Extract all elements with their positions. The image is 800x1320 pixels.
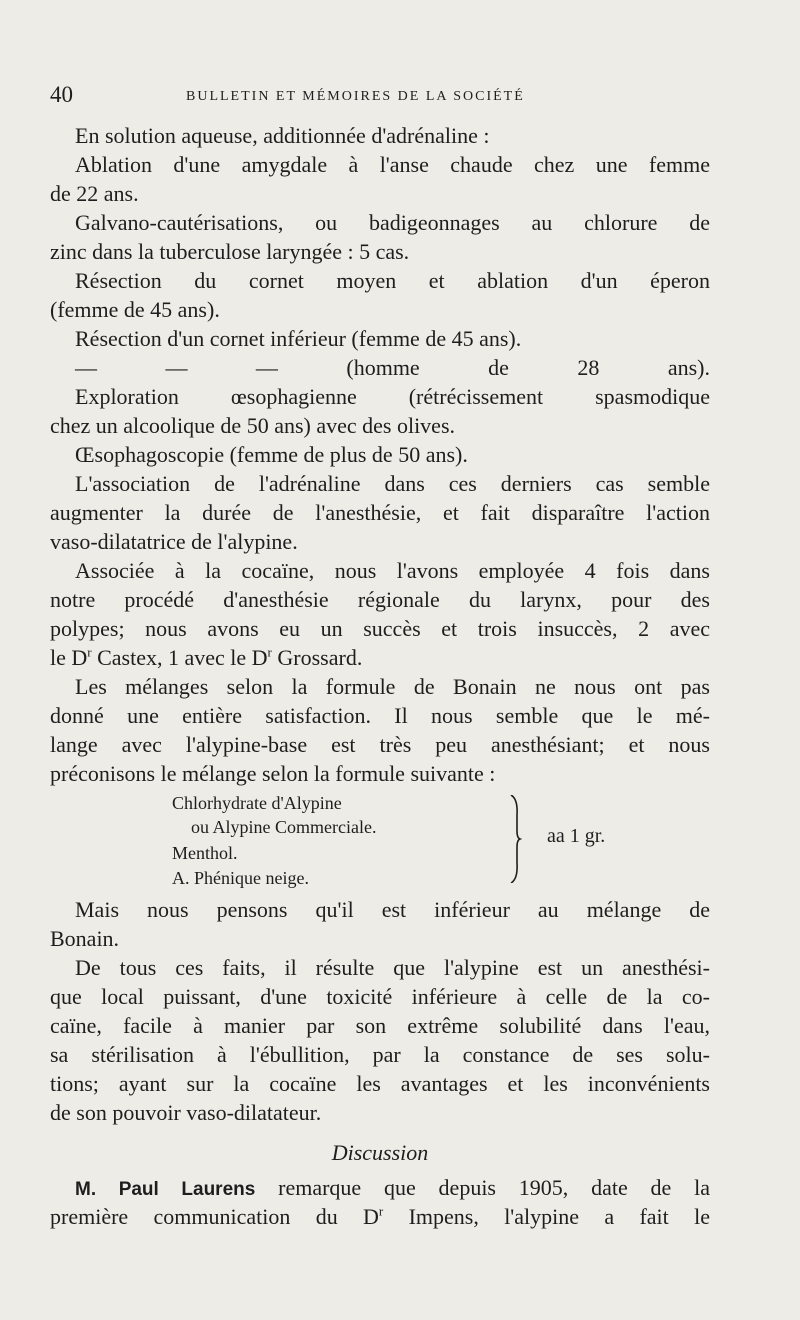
castex-text-2: Castex, 1 avec le D [91,645,268,670]
text-line: (femme de 45 ans). [50,297,220,322]
castex-text-1: le D [50,645,88,670]
text-line: vaso-dilatatrice de l'alypine. [50,529,298,554]
discussion-text: Impens, l'alypine a fait le [383,1204,710,1229]
text-line: Associée à la cocaïne, nous l'avons employée 4 fois dans [75,558,710,583]
doctor-abbrev-superscript: r [378,1203,384,1219]
text-line: préconisons le mélange selon la formule suivante : [50,761,496,786]
page-number: 40 [50,82,73,107]
formula-dose: aa 1 gr. [547,825,606,847]
text-line: de son pouvoir vaso-dilatateur. [50,1100,322,1125]
text-line: Résection du cornet moyen et ablation d'un éperon [75,268,710,293]
text-line: de 22 ans. [50,181,139,206]
text-line: Œsophagoscopie (femme de plus de 50 ans). [75,442,468,467]
text-line: Les mélanges selon la formule de Bonain ne nous ont pas [75,674,710,699]
castex-text-3: Grossard. [271,645,363,670]
formula-item: A. Phénique neige. [172,868,309,888]
text-line: chez un alcoolique de 50 ans) avec des olives. [50,413,456,438]
discussion-text: remarque que depuis 1905, date de la [255,1175,710,1200]
text-line: polypes; nous avons eu un succès et trois insuccès, 2 avec [50,616,710,641]
text-line: donné une entière satisfaction. Il nous semble que le mé- [50,703,710,728]
text-line: Exploration œsophagienne (rétrécissement spasmodique [75,384,710,409]
text-line: que local puissant, d'une toxicité inférieure à celle de la co- [50,984,710,1009]
text-line: Mais nous pensons qu'il est inférieur au mélange de [75,897,710,922]
curly-brace-icon [508,795,522,883]
doctor-abbrev-superscript: r [267,644,272,660]
text-line: augmenter la durée de l'anesthésie, et fait disparaître l'action [50,500,710,525]
text-line: En solution aqueuse, additionnée d'adrénaline : [75,123,490,148]
discussion-text: première communication du D [50,1204,379,1229]
text-line: Ablation d'une amygdale à l'anse chaude chez une femme [75,152,710,177]
text-line: Bonain. [50,926,120,951]
text-line: caïne, facile à manier par son extrême solubilité dans l'eau, [50,1013,710,1038]
text-line: zinc dans la tuberculose laryngée : 5 cas. [50,239,410,264]
text-line: tions; ayant sur la cocaïne les avantages et les inconvénients [50,1071,710,1096]
text-line: lange avec l'alypine-base est très peu anesthésiant; et nous [50,732,710,757]
running-head: BULLETIN ET MÉMOIRES DE LA SOCIÉTÉ [186,89,525,104]
text-line: notre procédé d'anesthésie régionale du larynx, pour des [50,587,710,612]
text-line: sa stérilisation à l'ébullition, par la constance de ses solu- [50,1042,710,1067]
formula-item: Menthol. [172,843,238,863]
text-line: — — — (homme de 28 ans). [75,355,710,380]
formula-item: Chlorhydrate d'Alypine [172,793,342,813]
text-line: De tous ces faits, il résulte que l'alypine est un anesthési- [75,955,710,980]
text-line [50,643,710,672]
section-title: Discussion [331,1140,429,1165]
text-line [50,1173,710,1202]
doctor-abbrev-superscript: r [87,644,92,660]
text-line: Galvano-cautérisations, ou badigeonnages au chlorure de [75,210,710,235]
formula-item: ou Alypine Commerciale. [191,817,377,837]
text-line: Résection d'un cornet inférieur (femme de 45 ans). [75,326,522,351]
formula-block [50,791,710,895]
speaker-name: M. Paul Laurens [75,1179,256,1200]
page-header [50,82,705,112]
text-line [50,1202,710,1231]
body-text [50,121,710,1231]
text-line: L'association de l'adrénaline dans ces derniers cas semble [75,471,710,496]
